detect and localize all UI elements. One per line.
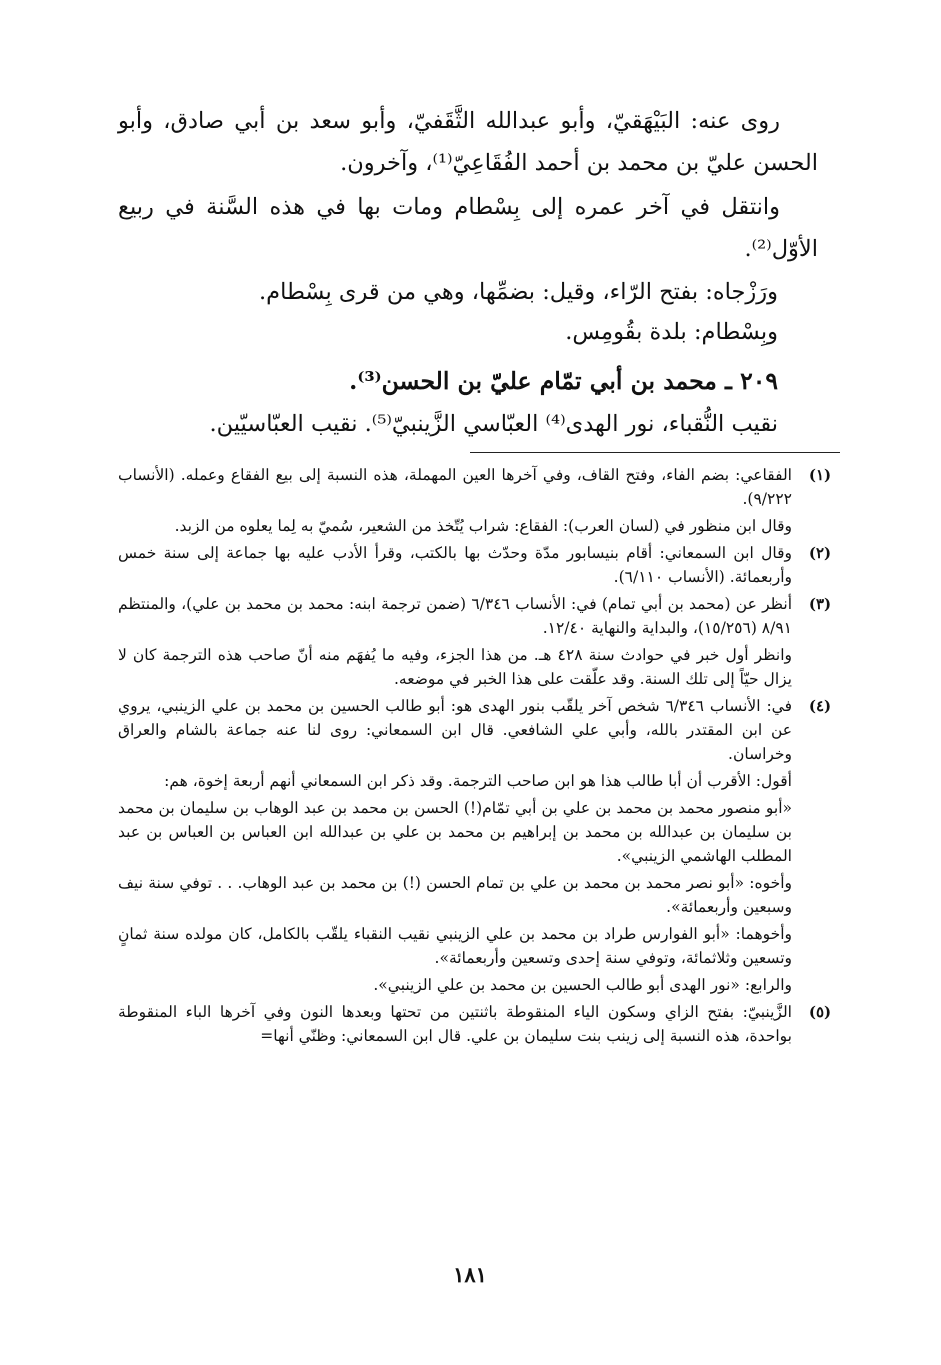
footnote-line: والرابع: «نور الهدى أبو طالب الحسين بن محمد بن علي الزينبي».	[373, 976, 792, 994]
footnote-2	[118, 541, 840, 589]
main-text	[118, 100, 818, 444]
main-paragraph-razjah: ورَزْجاه: بفتح الرّاء، وقيل: بضمِّها، وهي من قرى بِسْطام.	[259, 279, 778, 305]
page-number: ١٨١	[453, 1262, 487, 1287]
footnote-4	[118, 694, 840, 997]
footnote-5	[118, 1000, 840, 1048]
footnote-number: (٥)	[808, 1003, 832, 1021]
footnote-number: (١)	[808, 466, 832, 484]
footnote-1	[118, 463, 840, 538]
main-paragraph-death: وانتقل في آخر عمره إلى بِسْطام ومات بها في هذه السَّنة في ربيع الأوّل⁽²⁾.	[118, 194, 818, 262]
footnote-line: وأخوه: «أبو نصر محمد بن محمد بن علي بن تمام الحسن (!) بن محمد بن عبد الوهاب. . . توفي سنة نيف وسبعين وأربعمائة».	[118, 874, 792, 916]
footnote-line: وقال ابن منظور في (لسان العرب): الفقاع: شراب يُتّخذ من الشعير، سُميّ به لِما يعلوه من الزبد.	[174, 517, 792, 535]
main-paragraph-bistam: وبِسْطام: بلدة بقُومِس.	[565, 319, 778, 345]
footnote-divider	[470, 452, 840, 453]
footnote-3	[118, 592, 840, 691]
footnote-line: الزَّينبيّ: بفتح الزاي وسكون الياء المنقوطة باثنتين من تحتها وبعدها النون وفي آخرها الباء المنقوطة بواحدة، هذه النسبة إلى زينب بنت سليمان بن علي. قال ابن السمعاني: وظنّي أنها=	[118, 1003, 792, 1045]
footnote-line: أقول: الأقرب أن أبا طالب هذا هو ابن صاحب الترجمة. وقد ذكر ابن السمعاني أنهم أربعة إخوة، هم:	[164, 772, 792, 790]
entry-subtitle: نقيب النُّقباء، نور الهدى⁽⁴⁾ العبّاسي الزَّينبيّ⁽⁵⁾. نقيب العبّاسيّين.	[209, 411, 778, 437]
footnote-line: في: الأنساب ٦/٣٤٦ شخص آخر يلقّب بنور الهدى هو: أبو طالب الحسين بن محمد بن علي الزينبي، يروي عن ابن المقتدر بالله، وأبي علي الشافعي. قال ابن السمعاني: روى لنا عنه جماعة بالشام والعراق وخراسان.	[118, 697, 792, 763]
footnote-line: وقال ابن السمعاني: أقام بنيسابور مدّة وحدّث بها بالكتب، وقرأ الأدب عليه بها جماعة إلى سنة خمس وأربعمائة. (الأنساب ٦/١١٠).	[118, 544, 792, 586]
footnote-line: أنظر عن (محمد بن أبي تمام) في: الأنساب ٦/٣٤٦ (ضمن ترجمة ابنه: محمد بن محمد بن علي)، والمنتظم ٨/٩١ (١٥/٢٥٦)، والبداية والنهاية ١٢/٤٠.	[118, 595, 792, 637]
footnote-line: الفقاعي: بضم الفاء، وفتح القاف، وفي آخرها العين المهملة، هذه النسبة إلى بيع الفقاع وعمله. (الأنساب ٩/٢٢٢).	[118, 466, 792, 508]
main-paragraph-narrators: روى عنه: البَيْهَقيّ، وأبو عبدالله الثَّقَفيّ، وأبو سعد بن أبي صادق، وأبو الحسن عليّ بن محمد بن أحمد الفُقَاعِيّ⁽¹⁾، وآخرون.	[118, 108, 818, 176]
entry-title: ٢٠٩ ـ محمد بن أبي تمّام عليّ بن الحسن⁽³⁾.	[349, 367, 778, 395]
footnote-number: (٢)	[808, 544, 832, 562]
footnote-number: (٣)	[808, 595, 832, 613]
footnote-line: وأخوهما: «أبو الفوارس طراد بن محمد بن علي الزينبي نقيب النقباء يلقّب بالكامل، كان مولده سنة ثمانٍ وتسعين وثلاثمائة، وتوفي سنة إحدى وتسعين وأربعمائة».	[118, 925, 792, 967]
footnote-line: «أبو منصور محمد بن محمد بن علي بن أبي تمّام(!) الحسن بن محمد بن عبد الوهاب بن سليمان بن محمد بن سليمان بن عبدالله بن محمد بن إبراهيم بن محمد بن علي بن عبدالله ابن العباس بن العباس بن عبد المطلب الهاشمي الزينبي».	[118, 799, 792, 865]
footnote-number: (٤)	[808, 697, 832, 715]
footnote-line: وانظر أول خبر في حوادث سنة ٤٢٨ هـ. من هذا الجزء، وفيه ما يُفهَم منه أنّ صاحب هذه الترجمة كان لا يزال حيّاً إلى تلك السنة. وقد علّقت على هذا الخبر في موضعه.	[118, 646, 792, 688]
footnotes	[118, 463, 840, 1051]
